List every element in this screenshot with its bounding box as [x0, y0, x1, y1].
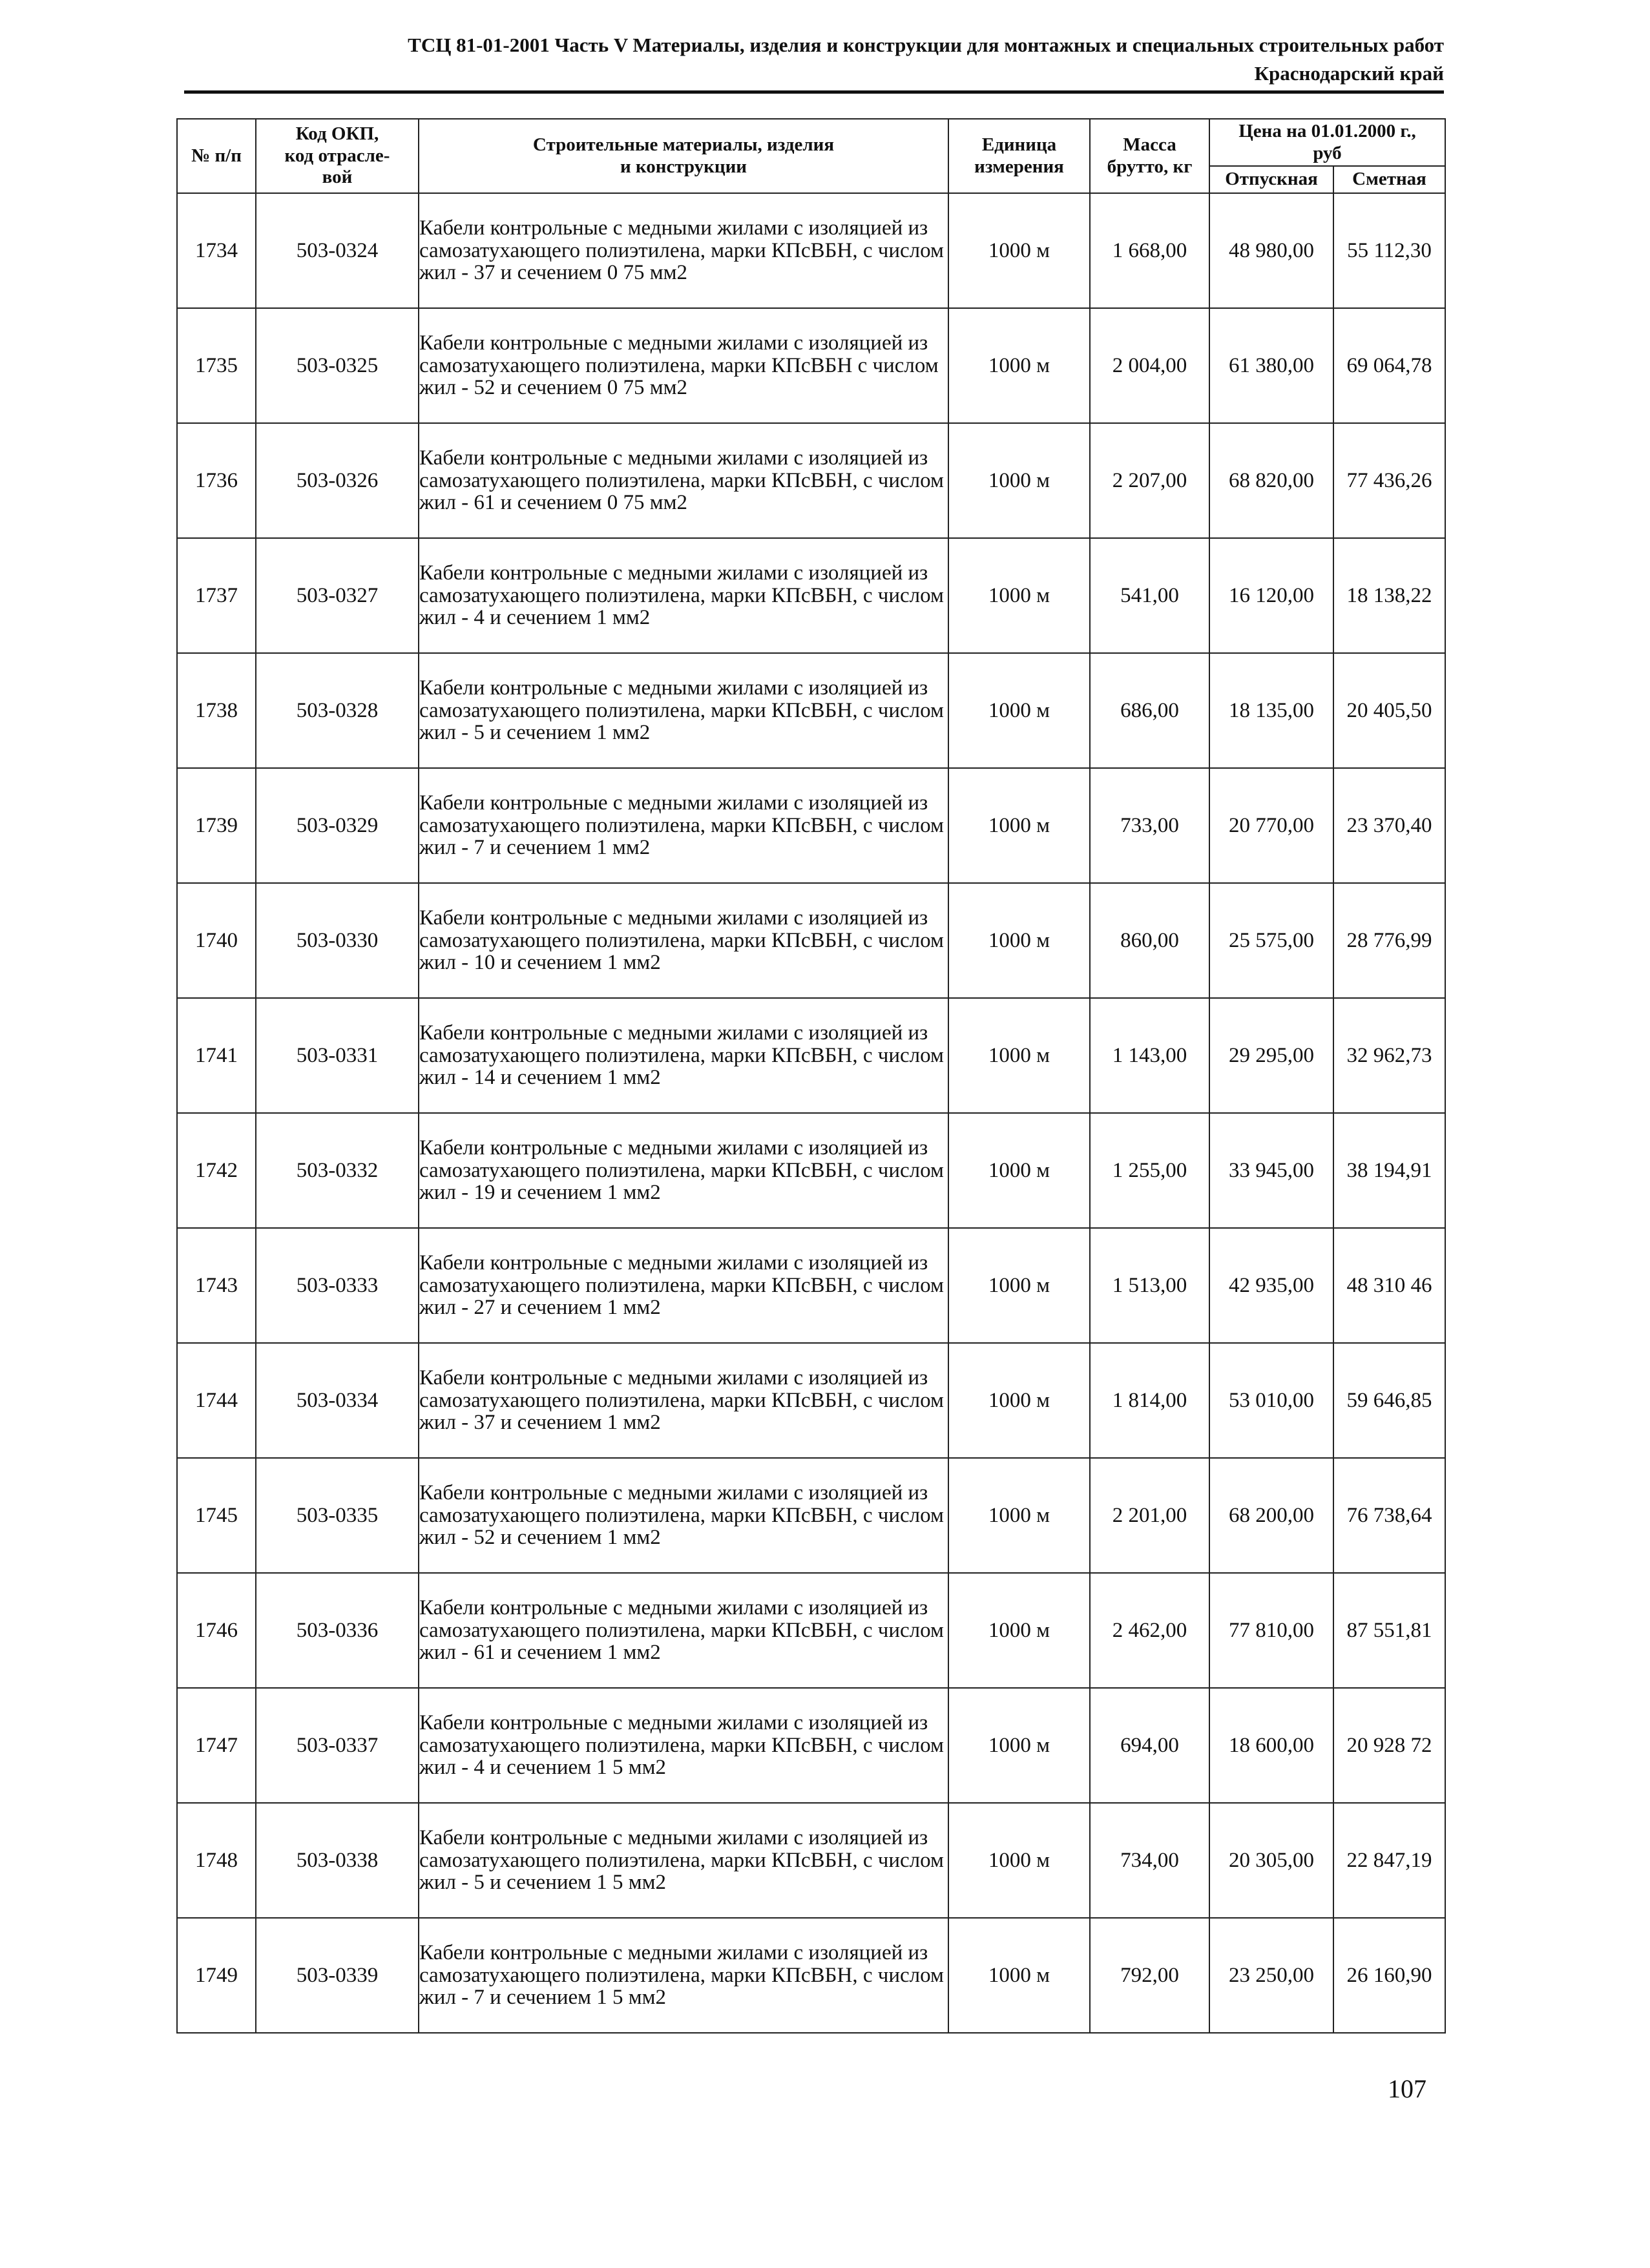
column-header-price: Цена на 01.01.2000 г., руб: [1209, 119, 1445, 166]
material-description: Кабели контрольные с медными жилами с изоляцией из самозатухающего полиэтилена, марки КПсВБН с числом жил - 52 и сечением 0 75 мм2: [419, 308, 948, 423]
unit-of-measure: 1000 м: [948, 423, 1090, 538]
table-row: [177, 1228, 1445, 1343]
price-release: 16 120,00: [1209, 538, 1333, 653]
unit-of-measure: 1000 м: [948, 998, 1090, 1113]
table-header: [177, 119, 1445, 193]
price-release: 23 250,00: [1209, 1918, 1333, 2033]
table-row: [177, 1113, 1445, 1228]
gross-mass: 733,00: [1090, 768, 1209, 883]
unit-of-measure: 1000 м: [948, 653, 1090, 768]
okp-code: 503-0338: [256, 1803, 419, 1918]
material-description: Кабели контрольные с медными жилами с изоляцией из самозатухающего полиэтилена, марки КПсВБН, с числом жил - 7 и сечением 1 5 мм2: [419, 1918, 948, 2033]
okp-code: 503-0328: [256, 653, 419, 768]
row-number: 1748: [177, 1803, 256, 1918]
page-header: [194, 34, 1444, 85]
okp-code: 503-0333: [256, 1228, 419, 1343]
price-estimate: 22 847,19: [1333, 1803, 1445, 1918]
okp-code: 503-0331: [256, 998, 419, 1113]
row-number: 1739: [177, 768, 256, 883]
okp-code: 503-0335: [256, 1458, 419, 1573]
price-release: 61 380,00: [1209, 308, 1333, 423]
row-number: 1742: [177, 1113, 256, 1228]
price-release: 25 575,00: [1209, 883, 1333, 998]
okp-code: 503-0329: [256, 768, 419, 883]
price-estimate: 20 405,50: [1333, 653, 1445, 768]
unit-of-measure: 1000 м: [948, 1918, 1090, 2033]
price-estimate: 18 138,22: [1333, 538, 1445, 653]
gross-mass: 1 143,00: [1090, 998, 1209, 1113]
unit-of-measure: 1000 м: [948, 193, 1090, 308]
gross-mass: 792,00: [1090, 1918, 1209, 2033]
unit-of-measure: 1000 м: [948, 883, 1090, 998]
table-row: [177, 1573, 1445, 1688]
row-number: 1749: [177, 1918, 256, 2033]
region-label: Краснодарский край: [1254, 62, 1444, 85]
price-release: 29 295,00: [1209, 998, 1333, 1113]
row-number: 1747: [177, 1688, 256, 1803]
material-description: Кабели контрольные с медными жилами с изоляцией из самозатухающего полиэтилена, марки КПсВБН, с числом жил - 37 и сечением 0 75 мм2: [419, 193, 948, 308]
gross-mass: 1 814,00: [1090, 1343, 1209, 1458]
material-description: Кабели контрольные с медными жилами с изоляцией из самозатухающего полиэтилена, марки КПсВБН, с числом жил - 61 и сечением 1 мм2: [419, 1573, 948, 1688]
okp-code: 503-0325: [256, 308, 419, 423]
gross-mass: 686,00: [1090, 653, 1209, 768]
price-release: 33 945,00: [1209, 1113, 1333, 1228]
okp-code: 503-0337: [256, 1688, 419, 1803]
row-number: 1735: [177, 308, 256, 423]
row-number: 1745: [177, 1458, 256, 1573]
column-header-name: Строительные материалы, изделия и конструкции: [419, 119, 948, 193]
unit-of-measure: 1000 м: [948, 1228, 1090, 1343]
column-header-price-release: Отпускная: [1209, 166, 1333, 193]
column-header-price-estimate: Сметная: [1333, 166, 1445, 193]
price-estimate: 55 112,30: [1333, 193, 1445, 308]
gross-mass: 734,00: [1090, 1803, 1209, 1918]
table-row: [177, 998, 1445, 1113]
price-release: 77 810,00: [1209, 1573, 1333, 1688]
column-header-num: № п/п: [177, 119, 256, 193]
row-number: 1736: [177, 423, 256, 538]
table-row: [177, 653, 1445, 768]
row-number: 1738: [177, 653, 256, 768]
price-estimate: 77 436,26: [1333, 423, 1445, 538]
gross-mass: 2 207,00: [1090, 423, 1209, 538]
unit-of-measure: 1000 м: [948, 768, 1090, 883]
table-row: [177, 1803, 1445, 1918]
okp-code: 503-0332: [256, 1113, 419, 1228]
material-description: Кабели контрольные с медными жилами с изоляцией из самозатухающего полиэтилена, марки КПсВБН, с числом жил - 14 и сечением 1 мм2: [419, 998, 948, 1113]
unit-of-measure: 1000 м: [948, 538, 1090, 653]
unit-of-measure: 1000 м: [948, 1573, 1090, 1688]
unit-of-measure: 1000 м: [948, 1343, 1090, 1458]
price-estimate: 28 776,99: [1333, 883, 1445, 998]
okp-code: 503-0339: [256, 1918, 419, 2033]
table-row: [177, 1343, 1445, 1458]
material-description: Кабели контрольные с медными жилами с изоляцией из самозатухающего полиэтилена, марки КПсВБН, с числом жил - 27 и сечением 1 мм2: [419, 1228, 948, 1343]
material-description: Кабели контрольные с медными жилами с изоляцией из самозатухающего полиэтилена, марки КПсВБН, с числом жил - 5 и сечением 1 5 мм2: [419, 1803, 948, 1918]
table-row: [177, 1458, 1445, 1573]
material-description: Кабели контрольные с медными жилами с изоляцией из самозатухающего полиэтилена, марки КПсВБН, с числом жил - 52 и сечением 1 мм2: [419, 1458, 948, 1573]
material-description: Кабели контрольные с медными жилами с изоляцией из самозатухающего полиэтилена, марки КПсВБН, с числом жил - 4 и сечением 1 мм2: [419, 538, 948, 653]
price-estimate: 69 064,78: [1333, 308, 1445, 423]
material-description: Кабели контрольные с медными жилами с изоляцией из самозатухающего полиэтилена, марки КПсВБН, с числом жил - 37 и сечением 1 мм2: [419, 1343, 948, 1458]
row-number: 1734: [177, 193, 256, 308]
column-header-code: Код ОКП, код отрасле- вой: [256, 119, 419, 193]
price-release: 68 200,00: [1209, 1458, 1333, 1573]
price-release: 53 010,00: [1209, 1343, 1333, 1458]
okp-code: 503-0330: [256, 883, 419, 998]
price-estimate: 48 310 46: [1333, 1228, 1445, 1343]
column-header-unit: Единица измерения: [948, 119, 1090, 193]
price-estimate: 87 551,81: [1333, 1573, 1445, 1688]
okp-code: 503-0324: [256, 193, 419, 308]
row-number: 1746: [177, 1573, 256, 1688]
okp-code: 503-0336: [256, 1573, 419, 1688]
table-row: [177, 1918, 1445, 2033]
document-title: ТСЦ 81-01-2001 Часть V Материалы, изделия и конструкции для монтажных и специальных строительных работ: [408, 34, 1444, 56]
price-estimate: 26 160,90: [1333, 1918, 1445, 2033]
price-release: 42 935,00: [1209, 1228, 1333, 1343]
column-header-mass: Масса брутто, кг: [1090, 119, 1209, 193]
unit-of-measure: 1000 м: [948, 1803, 1090, 1918]
table-body: [177, 193, 1445, 2033]
material-description: Кабели контрольные с медными жилами с изоляцией из самозатухающего полиэтилена, марки КПсВБН, с числом жил - 61 и сечением 0 75 мм2: [419, 423, 948, 538]
row-number: 1741: [177, 998, 256, 1113]
table-row: [177, 883, 1445, 998]
table-row: [177, 1688, 1445, 1803]
price-estimate: 38 194,91: [1333, 1113, 1445, 1228]
price-estimate: 76 738,64: [1333, 1458, 1445, 1573]
table-row: [177, 538, 1445, 653]
price-release: 20 305,00: [1209, 1803, 1333, 1918]
gross-mass: 694,00: [1090, 1688, 1209, 1803]
price-estimate: 20 928 72: [1333, 1688, 1445, 1803]
table-row: [177, 308, 1445, 423]
okp-code: 503-0327: [256, 538, 419, 653]
material-description: Кабели контрольные с медными жилами с изоляцией из самозатухающего полиэтилена, марки КПсВБН, с числом жил - 19 и сечением 1 мм2: [419, 1113, 948, 1228]
row-number: 1737: [177, 538, 256, 653]
price-estimate: 59 646,85: [1333, 1343, 1445, 1458]
material-description: Кабели контрольные с медными жилами с изоляцией из самозатухающего полиэтилена, марки КПсВБН, с числом жил - 4 и сечением 1 5 мм2: [419, 1688, 948, 1803]
price-estimate: 23 370,40: [1333, 768, 1445, 883]
gross-mass: 1 513,00: [1090, 1228, 1209, 1343]
unit-of-measure: 1000 м: [948, 1113, 1090, 1228]
material-description: Кабели контрольные с медными жилами с изоляцией из самозатухающего полиэтилена, марки КПсВБН, с числом жил - 7 и сечением 1 мм2: [419, 768, 948, 883]
gross-mass: 2 004,00: [1090, 308, 1209, 423]
price-release: 18 600,00: [1209, 1688, 1333, 1803]
gross-mass: 541,00: [1090, 538, 1209, 653]
gross-mass: 860,00: [1090, 883, 1209, 998]
price-table: [176, 118, 1446, 2034]
gross-mass: 2 462,00: [1090, 1573, 1209, 1688]
table-row: [177, 193, 1445, 308]
unit-of-measure: 1000 м: [948, 1688, 1090, 1803]
header-divider: [184, 90, 1444, 94]
page-number: 107: [1388, 2074, 1426, 2103]
okp-code: 503-0326: [256, 423, 419, 538]
price-release: 18 135,00: [1209, 653, 1333, 768]
price-release: 68 820,00: [1209, 423, 1333, 538]
price-release: 48 980,00: [1209, 193, 1333, 308]
gross-mass: 1 668,00: [1090, 193, 1209, 308]
material-description: Кабели контрольные с медными жилами с изоляцией из самозатухающего полиэтилена, марки КПсВБН, с числом жил - 10 и сечением 1 мм2: [419, 883, 948, 998]
table-row: [177, 423, 1445, 538]
price-estimate: 32 962,73: [1333, 998, 1445, 1113]
row-number: 1740: [177, 883, 256, 998]
okp-code: 503-0334: [256, 1343, 419, 1458]
gross-mass: 1 255,00: [1090, 1113, 1209, 1228]
row-number: 1744: [177, 1343, 256, 1458]
unit-of-measure: 1000 м: [948, 1458, 1090, 1573]
material-description: Кабели контрольные с медными жилами с изоляцией из самозатухающего полиэтилена, марки КПсВБН, с числом жил - 5 и сечением 1 мм2: [419, 653, 948, 768]
row-number: 1743: [177, 1228, 256, 1343]
unit-of-measure: 1000 м: [948, 308, 1090, 423]
table-row: [177, 768, 1445, 883]
gross-mass: 2 201,00: [1090, 1458, 1209, 1573]
price-release: 20 770,00: [1209, 768, 1333, 883]
